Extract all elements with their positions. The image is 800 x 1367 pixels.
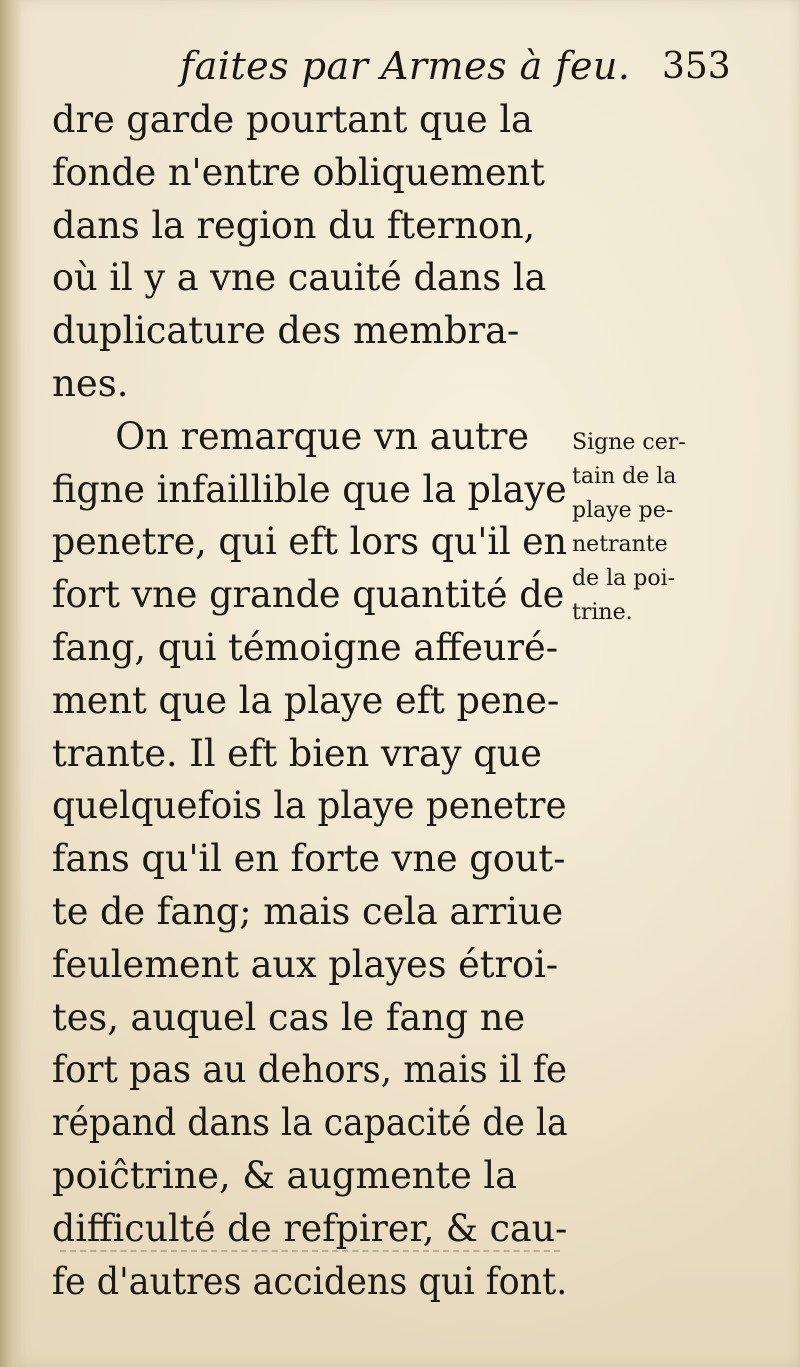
- paragraph-start-line: On remarque vn autre: [115, 414, 530, 458]
- text-line: ment que la playe eft pene-: [52, 678, 560, 722]
- text-line: poiĉtrine, & augmente la: [52, 1153, 517, 1197]
- page-number: 353: [662, 46, 731, 87]
- margin-note-line: Signe cer-: [572, 430, 686, 455]
- text-line: nes.: [52, 361, 129, 405]
- text-line: fort vne grande quantité de: [52, 573, 565, 617]
- text-line: tes, auquel cas le fang ne: [52, 995, 526, 1039]
- text-line: dre garde pourtant que la: [52, 98, 533, 141]
- text-line: feulement aux playes étroi-: [52, 942, 559, 986]
- body-text: [52, 94, 572, 1308]
- text-line: te de fang; mais cela arriue: [52, 889, 564, 933]
- text-line: fe d'autres accidens qui font.: [52, 1259, 568, 1303]
- margin-note: [572, 426, 772, 630]
- running-head: faites par Armes à feu.: [180, 44, 631, 88]
- text-line: fans qu'il en forte vne gout-: [52, 837, 566, 881]
- text-line: trante. Il eft bien vray que: [52, 731, 542, 775]
- text-line: où il y a vne cauité dans la: [52, 256, 547, 300]
- text-line: fonde n'entre obliquement: [52, 150, 545, 194]
- margin-note-line: playe pe-: [572, 498, 674, 523]
- text-line: penetre, qui eft lors qu'il en: [52, 520, 568, 564]
- margin-note-line: netrante: [572, 532, 668, 557]
- margin-note-line: trine.: [572, 600, 633, 625]
- text-line: dans la region du fternon,: [52, 203, 536, 247]
- bottom-rule: [60, 1250, 560, 1252]
- text-line: quelquefois la playe penetre: [52, 784, 567, 828]
- page-gutter: [0, 0, 22, 1367]
- text-line: difficulté de refpirer, & cau-: [52, 1206, 568, 1250]
- margin-note-line: de la poi-: [572, 566, 676, 591]
- text-line: fang, qui témoigne affeuré-: [52, 625, 559, 669]
- text-line: répand dans la capacité de la: [52, 1101, 568, 1145]
- margin-note-line: tain de la: [572, 464, 677, 489]
- text-line: duplicature des membra-: [52, 309, 520, 353]
- text-line: fort pas au dehors, mais il fe: [52, 1048, 568, 1092]
- text-line: figne infaillible que la playe: [52, 467, 567, 511]
